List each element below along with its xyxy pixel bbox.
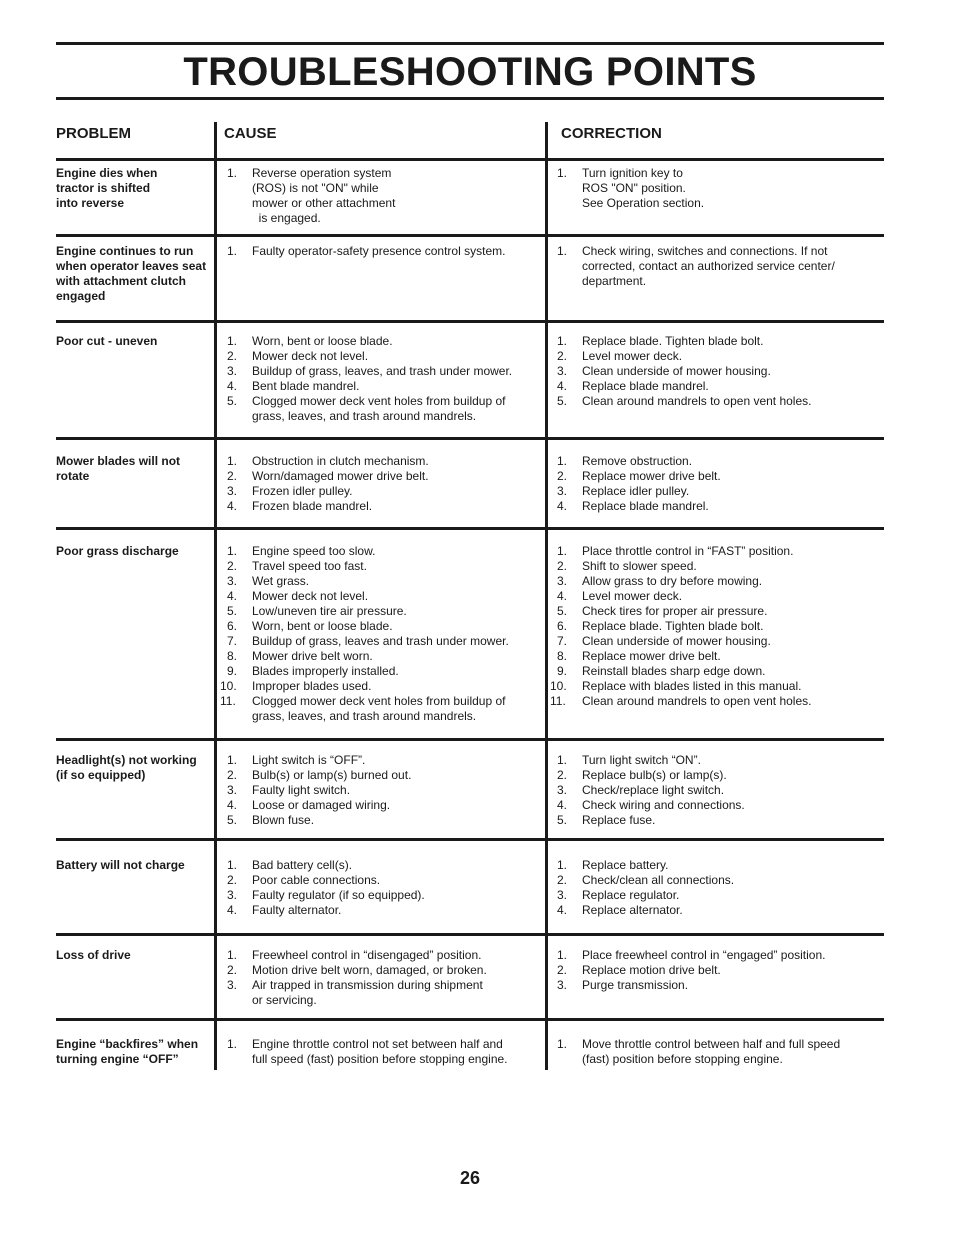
- item-number: 4.: [227, 798, 238, 812]
- item-number: 9.: [557, 664, 568, 678]
- item-text: Check wiring and connections.: [582, 798, 745, 812]
- list-item: [227, 379, 532, 394]
- correction-list: [557, 244, 872, 289]
- list-item: [227, 903, 532, 918]
- list-item: [227, 649, 532, 664]
- list-item: [557, 499, 872, 514]
- item-text: Place throttle control in “FAST” position.: [582, 544, 794, 558]
- item-number: 2.: [557, 873, 568, 887]
- problem-label: Engine “backfires” when turning engine “OFF”: [56, 1037, 199, 1066]
- item-text: Clean around mandrels to open vent holes.: [582, 394, 812, 408]
- cause-list: [227, 334, 532, 424]
- list-item: [557, 783, 872, 798]
- item-number: 1.: [557, 166, 568, 180]
- correction-list: [557, 753, 872, 828]
- item-text: Motion drive belt worn, damaged, or broken.: [252, 963, 487, 977]
- item-number: 1.: [557, 858, 568, 872]
- item-text: Turn light switch “ON”.: [582, 753, 701, 767]
- item-text: Worn/damaged mower drive belt.: [252, 469, 429, 483]
- list-item: [227, 768, 532, 783]
- cause-list: [227, 858, 532, 918]
- item-text: Worn, bent or loose blade.: [252, 334, 393, 348]
- list-item: [227, 619, 532, 634]
- cause-list: [227, 244, 532, 259]
- item-text: Place freewheel control in “engaged” position.: [582, 948, 826, 962]
- item-number: 4.: [557, 589, 568, 603]
- item-number: 4.: [227, 379, 238, 393]
- item-text: Replace blade mandrel.: [582, 379, 709, 393]
- row-separator: [56, 1018, 884, 1021]
- item-text: Turn ignition key to ROS "ON" position. See Operation section.: [582, 166, 705, 210]
- item-number: 5.: [557, 604, 568, 618]
- item-number: 3.: [227, 888, 238, 902]
- item-number: 4.: [557, 499, 568, 513]
- list-item: [227, 364, 532, 379]
- item-text: Mower drive belt worn.: [252, 649, 373, 663]
- item-number: 4.: [557, 798, 568, 812]
- item-number: 1.: [557, 544, 568, 558]
- list-item: [227, 589, 532, 604]
- title-bottom-rule: [56, 97, 884, 100]
- item-text: Level mower deck.: [582, 349, 683, 363]
- column-divider-right: [545, 122, 548, 1070]
- item-number: 3.: [227, 364, 238, 378]
- item-number: 1.: [227, 858, 238, 872]
- list-item: [557, 858, 872, 873]
- list-item: [557, 664, 872, 679]
- item-number: 3.: [557, 364, 568, 378]
- correction-list: [550, 544, 872, 709]
- item-number: 2.: [227, 469, 238, 483]
- list-item: [557, 166, 872, 211]
- item-text: Worn, bent or loose blade.: [252, 619, 393, 633]
- header-problem: PROBLEM: [56, 125, 131, 142]
- list-item: [557, 753, 872, 768]
- item-text: Buildup of grass, leaves, and trash under mower.: [252, 364, 513, 378]
- item-text: Move throttle control between half and full speed (fast) position before stopping engine.: [582, 1037, 841, 1066]
- item-text: Replace bulb(s) or lamp(s).: [582, 768, 727, 782]
- problem-label: Engine dies when tractor is shifted into reverse: [56, 166, 158, 210]
- page-number: 26: [459, 1168, 481, 1188]
- item-number: 11.: [550, 694, 566, 708]
- item-number: 3.: [557, 783, 568, 797]
- item-text: Frozen blade mandrel.: [252, 499, 373, 513]
- list-item: [557, 349, 872, 364]
- item-text: Faulty alternator.: [252, 903, 342, 917]
- item-number: 10.: [550, 679, 567, 693]
- cause-list: [227, 166, 532, 226]
- item-number: 1.: [557, 948, 568, 962]
- item-text: Wet grass.: [252, 574, 310, 588]
- cause-list: [227, 753, 532, 828]
- item-text: Check wiring, switches and connections. If not corrected, contact an authorized service center/ department.: [582, 244, 835, 288]
- correction-list: [557, 858, 872, 918]
- item-number: 3.: [557, 484, 568, 498]
- item-text: Remove obstruction.: [582, 454, 693, 468]
- item-number: 8.: [557, 649, 568, 663]
- list-item: [557, 948, 872, 963]
- item-text: Bent blade mandrel.: [252, 379, 360, 393]
- item-number: 1.: [557, 454, 568, 468]
- list-item: [557, 888, 872, 903]
- item-number: 5.: [227, 604, 238, 618]
- list-item: [227, 604, 532, 619]
- row-separator: [56, 838, 884, 841]
- problem-label: Mower blades will not rotate: [56, 454, 181, 483]
- item-number: 7.: [557, 634, 568, 648]
- list-item: [557, 604, 872, 619]
- item-number: 6.: [557, 619, 568, 633]
- item-text: Replace regulator.: [582, 888, 680, 902]
- item-text: Faulty light switch.: [252, 783, 351, 797]
- list-item: [227, 873, 532, 888]
- problem-label: Headlight(s) not working (if so equipped): [56, 753, 197, 782]
- item-text: Level mower deck.: [582, 589, 683, 603]
- list-item: [550, 679, 872, 694]
- item-text: Faulty operator-safety presence control system.: [252, 244, 506, 258]
- list-item: [227, 544, 532, 559]
- problem-label: Loss of drive: [56, 948, 131, 962]
- item-text: Shift to slower speed.: [582, 559, 697, 573]
- list-item: [227, 394, 532, 424]
- item-number: 4.: [557, 379, 568, 393]
- list-item: [557, 544, 872, 559]
- item-number: 6.: [227, 619, 238, 633]
- item-text: Mower deck not level.: [252, 349, 369, 363]
- list-item: [557, 798, 872, 813]
- item-number: 1.: [227, 1037, 238, 1051]
- item-number: 4.: [227, 903, 238, 917]
- item-number: 4.: [227, 499, 238, 513]
- item-text: Improper blades used.: [252, 679, 372, 693]
- item-number: 1.: [227, 454, 238, 468]
- item-text: Replace fuse.: [582, 813, 656, 827]
- list-item: [227, 634, 532, 649]
- item-number: 5.: [227, 813, 238, 827]
- item-number: 1.: [227, 544, 238, 558]
- item-text: Travel speed too fast.: [252, 559, 367, 573]
- item-number: 1.: [227, 948, 238, 962]
- item-number: 1.: [227, 334, 238, 348]
- item-text: Frozen idler pulley.: [252, 484, 353, 498]
- item-text: Replace idler pulley.: [582, 484, 690, 498]
- list-item: [227, 499, 532, 514]
- list-item: [557, 634, 872, 649]
- list-item: [227, 574, 532, 589]
- correction-list: [557, 334, 872, 409]
- page-title: TROUBLESHOOTING POINTS: [183, 50, 757, 94]
- item-number: 2.: [227, 349, 238, 363]
- item-number: 8.: [227, 649, 238, 663]
- item-number: 2.: [557, 469, 568, 483]
- item-text: Blades improperly installed.: [252, 664, 399, 678]
- list-item: [557, 484, 872, 499]
- list-item: [557, 574, 872, 589]
- list-item: [227, 454, 532, 469]
- problem-label: Poor cut - uneven: [56, 334, 158, 348]
- item-text: Purge transmission.: [582, 978, 689, 992]
- column-divider-left: [214, 122, 217, 1070]
- top-rule: [56, 42, 884, 45]
- row-separator: [56, 437, 884, 440]
- row-separator: [56, 738, 884, 741]
- list-item: [227, 783, 532, 798]
- item-text: Replace alternator.: [582, 903, 683, 917]
- item-text: Replace blade. Tighten blade bolt.: [582, 619, 764, 633]
- item-number: 2.: [557, 559, 568, 573]
- item-text: Engine speed too slow.: [252, 544, 376, 558]
- correction-list: [557, 1037, 872, 1067]
- list-item: [557, 364, 872, 379]
- list-item: [220, 694, 532, 724]
- list-item: [557, 454, 872, 469]
- item-number: 3.: [227, 783, 238, 797]
- item-number: 3.: [557, 978, 568, 992]
- list-item: [227, 469, 532, 484]
- list-item: [227, 244, 532, 259]
- problem-label: Poor grass discharge: [56, 544, 179, 558]
- list-item: [227, 888, 532, 903]
- list-item: [557, 619, 872, 634]
- item-text: Check/clean all connections.: [582, 873, 735, 887]
- item-text: Replace battery.: [582, 858, 669, 872]
- list-item: [550, 694, 872, 709]
- item-text: Replace mower drive belt.: [582, 649, 721, 663]
- item-number: 2.: [557, 349, 568, 363]
- cause-list: [227, 454, 532, 514]
- row-separator: [56, 933, 884, 936]
- list-item: [557, 1037, 872, 1067]
- item-number: 2.: [227, 963, 238, 977]
- item-text: Check/replace light switch.: [582, 783, 725, 797]
- item-number: 4.: [557, 903, 568, 917]
- item-number: 2.: [227, 559, 238, 573]
- list-item: [557, 394, 872, 409]
- list-item: [227, 1037, 532, 1067]
- item-text: Mower deck not level.: [252, 589, 369, 603]
- list-item: [227, 753, 532, 768]
- list-item: [557, 379, 872, 394]
- item-text: Low/uneven tire air pressure.: [252, 604, 407, 618]
- item-text: Blown fuse.: [252, 813, 315, 827]
- item-text: Clean underside of mower housing.: [582, 634, 771, 648]
- item-text: Check tires for proper air pressure.: [582, 604, 768, 618]
- item-text: Poor cable connections.: [252, 873, 381, 887]
- item-text: Replace with blades listed in this manual.: [582, 679, 802, 693]
- item-number: 1.: [557, 244, 568, 258]
- list-item: [557, 978, 872, 993]
- list-item: [227, 963, 532, 978]
- list-item: [227, 813, 532, 828]
- item-text: Clean underside of mower housing.: [582, 364, 771, 378]
- list-item: [557, 334, 872, 349]
- item-number: 4.: [227, 589, 238, 603]
- cause-list: [227, 948, 532, 1008]
- list-item: [227, 166, 532, 226]
- list-item: [227, 484, 532, 499]
- item-text: Obstruction in clutch mechanism.: [252, 454, 429, 468]
- list-item: [557, 589, 872, 604]
- list-item: [227, 978, 532, 1008]
- item-text: Replace blade mandrel.: [582, 499, 709, 513]
- item-number: 3.: [557, 888, 568, 902]
- item-number: 1.: [557, 334, 568, 348]
- correction-list: [557, 166, 872, 211]
- item-number: 3.: [557, 574, 568, 588]
- list-item: [557, 649, 872, 664]
- correction-list: [557, 948, 872, 993]
- list-item: [557, 469, 872, 484]
- list-item: [227, 858, 532, 873]
- item-number: 7.: [227, 634, 238, 648]
- item-text: Engine throttle control not set between half and full speed (fast) position before stopping engine.: [252, 1037, 508, 1066]
- list-item: [220, 679, 532, 694]
- item-text: Replace blade. Tighten blade bolt.: [582, 334, 764, 348]
- row-separator: [56, 527, 884, 530]
- item-text: Buildup of grass, leaves and trash under mower.: [252, 634, 509, 648]
- correction-list: [557, 454, 872, 514]
- list-item: [227, 349, 532, 364]
- item-text: Light switch is “OFF”.: [252, 753, 366, 767]
- item-text: Clean around mandrels to open vent holes.: [582, 694, 812, 708]
- item-text: Allow grass to dry before mowing.: [582, 574, 763, 588]
- item-text: Bulb(s) or lamp(s) burned out.: [252, 768, 412, 782]
- list-item: [227, 948, 532, 963]
- item-number: 2.: [557, 963, 568, 977]
- item-number: 10.: [220, 679, 237, 693]
- item-text: Air trapped in transmission during shipment or servicing.: [252, 978, 483, 1007]
- list-item: [227, 664, 532, 679]
- list-item: [557, 768, 872, 783]
- item-number: 5.: [557, 813, 568, 827]
- header-cause: CAUSE: [224, 125, 277, 142]
- list-item: [557, 244, 872, 289]
- item-text: Clogged mower deck vent holes from buildup of grass, leaves, and trash around mandrels.: [252, 694, 506, 723]
- item-number: 2.: [227, 768, 238, 782]
- item-number: 3.: [227, 484, 238, 498]
- item-text: Reverse operation system (ROS) is not "ON" while mower or other attachment is engaged.: [252, 166, 396, 225]
- item-text: Freewheel control in “disengaged” position.: [252, 948, 482, 962]
- item-number: 5.: [227, 394, 238, 408]
- item-text: Bad battery cell(s).: [252, 858, 353, 872]
- item-text: Replace mower drive belt.: [582, 469, 721, 483]
- list-item: [557, 963, 872, 978]
- item-number: 2.: [557, 768, 568, 782]
- item-number: 5.: [557, 394, 568, 408]
- problem-label: Engine continues to run when operator leaves seat with attachment clutch engaged: [56, 244, 207, 303]
- item-number: 3.: [227, 978, 238, 992]
- item-number: 11.: [220, 694, 236, 708]
- item-number: 2.: [227, 873, 238, 887]
- list-item: [557, 903, 872, 918]
- item-text: Replace motion drive belt.: [582, 963, 721, 977]
- item-number: 1.: [227, 166, 238, 180]
- cause-list: [227, 1037, 532, 1067]
- item-number: 1.: [227, 753, 238, 767]
- list-item: [227, 559, 532, 574]
- item-text: Reinstall blades sharp edge down.: [582, 664, 766, 678]
- list-item: [557, 813, 872, 828]
- item-text: Clogged mower deck vent holes from buildup of grass, leaves, and trash around mandrels.: [252, 394, 506, 423]
- item-number: 1.: [557, 753, 568, 767]
- item-text: Faulty regulator (if so equipped).: [252, 888, 425, 902]
- item-number: 3.: [227, 574, 238, 588]
- list-item: [227, 334, 532, 349]
- item-number: 1.: [557, 1037, 568, 1051]
- list-item: [227, 798, 532, 813]
- list-item: [557, 559, 872, 574]
- list-item: [557, 873, 872, 888]
- header-rule: [56, 158, 884, 161]
- item-number: 9.: [227, 664, 238, 678]
- cause-list: [220, 544, 532, 724]
- row-separator: [56, 320, 884, 323]
- item-number: 1.: [227, 244, 238, 258]
- row-separator: [56, 234, 884, 237]
- item-text: Loose or damaged wiring.: [252, 798, 391, 812]
- problem-label: Battery will not charge: [56, 858, 185, 872]
- header-correction: CORRECTION: [561, 125, 662, 142]
